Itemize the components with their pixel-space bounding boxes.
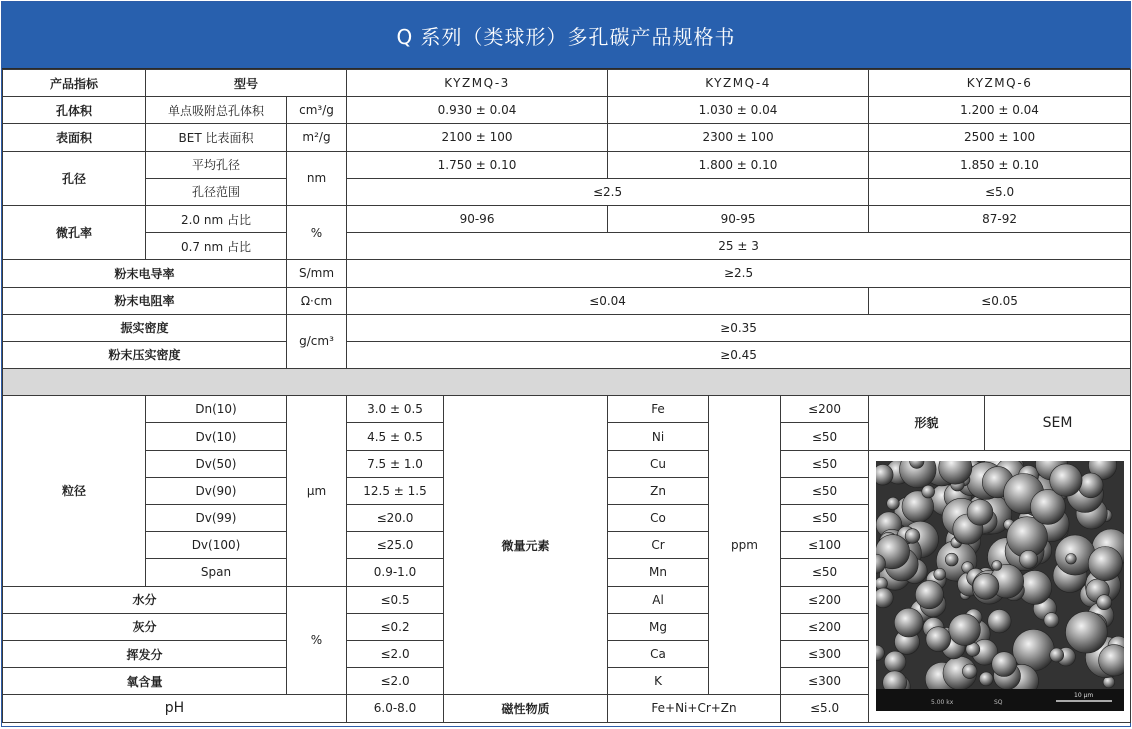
sem-image-cell (869, 450, 1131, 722)
particle-value: 12.5 ± 1.5 (347, 477, 444, 504)
trace-value: ≤50 (781, 423, 869, 450)
sem-particle (991, 561, 1001, 571)
resistivity-value: ≤0.04 (347, 287, 869, 314)
micro-07-value: 25 ± 3 (347, 233, 1131, 260)
sem-particle (1043, 613, 1058, 628)
trace-value: ≤100 (781, 532, 869, 559)
sem-particle (894, 608, 923, 637)
micro-07-sub: 0.7 nm 占比 (146, 233, 287, 260)
surface-area-unit: m²/g (287, 124, 347, 151)
trace-element: K (608, 668, 709, 695)
trace-unit: ppm (709, 396, 781, 695)
particle-value: 7.5 ± 1.0 (347, 450, 444, 477)
model-kyzmq-6: KYZMQ-6 (869, 70, 1131, 97)
pore-size-range-row (3, 178, 1131, 205)
particle-value: ≤20.0 (347, 505, 444, 532)
trace-value: ≤200 (781, 586, 869, 613)
moisture-value: ≤0.5 (347, 586, 444, 613)
trace-element: Zn (608, 477, 709, 504)
volatile-label: 挥发分 (3, 640, 287, 667)
sem-particle (991, 652, 1016, 677)
sem-particle (933, 568, 945, 580)
ash-label: 灰分 (3, 613, 287, 640)
sem-particle (948, 614, 980, 646)
sheet-title: Q 系列（类球形）多孔碳产品规格书 (2, 2, 1130, 69)
sem-particle (962, 664, 977, 679)
micro-unit: % (287, 205, 347, 259)
sem-particle (1096, 595, 1111, 610)
pore-volume-value: 1.030 ± 0.04 (608, 97, 869, 124)
magnetic-label: 磁性物质 (444, 695, 608, 722)
trace-element: Al (608, 586, 709, 613)
sem-particle (1049, 464, 1081, 496)
pore-volume-sub: 单点吸附总孔体积 (146, 97, 287, 124)
misc-unit: % (287, 586, 347, 695)
trace-element: Ca (608, 640, 709, 667)
particle-label: 粒径 (3, 396, 146, 586)
pore-size-avg-value: 1.750 ± 0.10 (347, 151, 608, 178)
header-row (3, 70, 1131, 97)
model-kyzmq-4: KYZMQ-4 (608, 70, 869, 97)
morphology-method: SEM (985, 396, 1131, 450)
press-density-row (3, 341, 1131, 368)
press-density-value: ≥0.45 (347, 341, 1131, 368)
sem-scale-label: 10 μm (1073, 692, 1093, 700)
model-kyzmq-3: KYZMQ-3 (347, 70, 608, 97)
particle-name: Dv(100) (146, 532, 287, 559)
resistivity-label: 粉末电阻率 (3, 287, 287, 314)
pore-size-range-value: ≤5.0 (869, 178, 1131, 205)
ph-label: pH (3, 695, 347, 722)
sem-det: SQ (993, 699, 1003, 707)
pore-size-unit: nm (287, 151, 347, 205)
trace-value: ≤50 (781, 477, 869, 504)
pore-volume-value: 1.200 ± 0.04 (869, 97, 1131, 124)
trace-label: 微量元素 (444, 396, 608, 695)
resistivity-value: ≤0.05 (869, 287, 1131, 314)
spec-table (2, 69, 1131, 723)
tap-density-label: 振实密度 (3, 314, 287, 341)
trace-value: ≤200 (781, 396, 869, 423)
conductivity-unit: S/mm (287, 260, 347, 287)
sem-particle (921, 485, 934, 498)
trace-element: Fe (608, 396, 709, 423)
moisture-label: 水分 (3, 586, 287, 613)
particle-value: ≤25.0 (347, 532, 444, 559)
particle-name: Dn(10) (146, 396, 287, 423)
trace-value: ≤300 (781, 668, 869, 695)
oxygen-value: ≤2.0 (347, 668, 444, 695)
particle-value: 4.5 ± 0.5 (347, 423, 444, 450)
ash-value: ≤0.2 (347, 613, 444, 640)
micro-label: 微孔率 (3, 205, 146, 259)
sem-particle (945, 553, 958, 566)
conductivity-row (3, 260, 1131, 287)
sem-mag: 5.00 kx (930, 699, 953, 707)
header-model: 型号 (146, 70, 347, 97)
particle-name: Dv(99) (146, 505, 287, 532)
trace-element: Cr (608, 532, 709, 559)
sem-particle (1088, 547, 1122, 581)
sem-particle (876, 588, 893, 608)
trace-value: ≤300 (781, 640, 869, 667)
oxygen-label: 氧含量 (3, 668, 287, 695)
sem-particle (925, 627, 950, 652)
particle-name: Dv(90) (146, 477, 287, 504)
sem-particle (905, 529, 920, 544)
density-unit: g/cm³ (287, 314, 347, 368)
micro-20-value: 90-95 (608, 205, 869, 232)
surface-area-value: 2100 ± 100 (347, 124, 608, 151)
particle-name: Dv(10) (146, 423, 287, 450)
trace-element: Cu (608, 450, 709, 477)
particle-row (3, 396, 1131, 423)
spec-sheet (1, 1, 1131, 727)
sem-particle (915, 581, 943, 609)
trace-element: Mg (608, 613, 709, 640)
sem-particle (886, 497, 899, 510)
sem-particle (1065, 554, 1076, 565)
conductivity-value: ≥2.5 (347, 260, 1131, 287)
conductivity-label: 粉末电导率 (3, 260, 287, 287)
pore-size-label: 孔径 (3, 151, 146, 205)
magnetic-value: ≤5.0 (781, 695, 869, 722)
surface-area-label: 表面积 (3, 124, 146, 151)
header-indicator: 产品指标 (3, 70, 146, 97)
tap-density-row (3, 314, 1131, 341)
sem-image (876, 461, 1124, 711)
pore-size-avg-value: 1.850 ± 0.10 (869, 151, 1131, 178)
particle-value: 0.9-1.0 (347, 559, 444, 586)
trace-element: Co (608, 505, 709, 532)
trace-value: ≤200 (781, 613, 869, 640)
pore-size-range-sub: 孔径范围 (146, 178, 287, 205)
magnetic-name: Fe+Ni+Cr+Zn (608, 695, 781, 722)
press-density-label: 粉末压实密度 (3, 341, 287, 368)
trace-element: Ni (608, 423, 709, 450)
pore-volume-label: 孔体积 (3, 97, 146, 124)
particle-unit: μm (287, 396, 347, 586)
micro-20-row (3, 205, 1131, 232)
micro-20-value: 90-96 (347, 205, 608, 232)
pore-size-avg-value: 1.800 ± 0.10 (608, 151, 869, 178)
tap-density-value: ≥0.35 (347, 314, 1131, 341)
sem-particle (987, 610, 1010, 633)
sem-particle (884, 651, 906, 673)
surface-area-row (3, 124, 1131, 151)
particle-value: 3.0 ± 0.5 (347, 396, 444, 423)
trace-value: ≤50 (781, 505, 869, 532)
trace-value: ≤50 (781, 450, 869, 477)
pore-volume-unit: cm³/g (287, 97, 347, 124)
pore-volume-value: 0.930 ± 0.04 (347, 97, 608, 124)
separator (3, 369, 1131, 396)
pore-size-range-value: ≤2.5 (347, 178, 869, 205)
surface-area-sub: BET 比表面积 (146, 124, 287, 151)
separator-row (3, 369, 1131, 396)
pore-size-avg-row (3, 151, 1131, 178)
sem-particle (1049, 648, 1063, 662)
sem-particle (1019, 550, 1037, 568)
pore-volume-row (3, 97, 1131, 124)
sem-particle (979, 672, 993, 686)
sem-particle (876, 465, 893, 486)
micro-20-value: 87-92 (869, 205, 1131, 232)
sem-particle (972, 573, 998, 599)
resistivity-row (3, 287, 1131, 314)
sem-micrograph (876, 461, 1124, 711)
trace-element: Mn (608, 559, 709, 586)
sem-particle (1065, 611, 1107, 653)
surface-area-value: 2300 ± 100 (608, 124, 869, 151)
particle-name: Dv(50) (146, 450, 287, 477)
particle-name: Span (146, 559, 287, 586)
volatile-value: ≤2.0 (347, 640, 444, 667)
pore-size-avg-sub: 平均孔径 (146, 151, 287, 178)
sem-particle (1103, 676, 1115, 688)
resistivity-unit: Ω·cm (287, 287, 347, 314)
micro-07-row (3, 233, 1131, 260)
surface-area-value: 2500 ± 100 (869, 124, 1131, 151)
ph-value: 6.0-8.0 (347, 695, 444, 722)
micro-20-sub: 2.0 nm 占比 (146, 205, 287, 232)
morphology-label: 形貌 (869, 396, 985, 450)
sem-particle (967, 499, 993, 525)
trace-value: ≤50 (781, 559, 869, 586)
